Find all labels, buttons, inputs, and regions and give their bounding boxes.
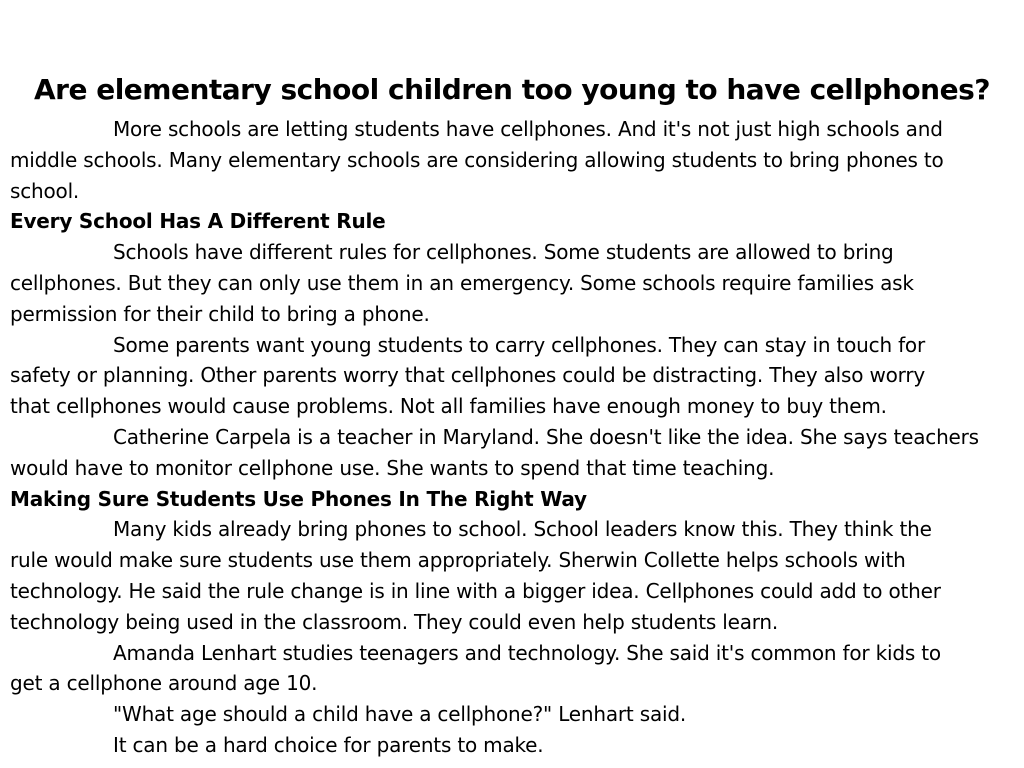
paragraph-line: rule would make sure students use them appropriately. Sherwin Collette helps schools with xyxy=(10,548,906,573)
paragraph xyxy=(10,330,1014,422)
paragraph-line: would have to monitor cellphone use. She wants to spend that time teaching. xyxy=(10,455,775,480)
paragraph-line: Some parents want young students to carry cellphones. They can stay in touch for xyxy=(113,332,925,357)
paragraph-line: More schools are letting students have cellphones. And it's not just high schools and xyxy=(113,117,943,141)
paragraph-line: It can be a hard choice for parents to make. xyxy=(113,732,544,757)
paragraph xyxy=(10,114,1014,206)
paragraph-line: "What age should a child have a cellphone?" Lenhart said. xyxy=(113,702,687,727)
paragraph xyxy=(10,730,1014,761)
paragraph xyxy=(10,422,1014,484)
section-heading: Making Sure Students Use Phones In The Right Way xyxy=(10,486,587,511)
paragraph-line: Schools have different rules for cellphones. Some students are allowed to bring xyxy=(113,240,894,265)
document-title: Are elementary school children too young to have cellphones? xyxy=(33,73,990,106)
paragraph-line: permission for their child to bring a phone. xyxy=(10,301,430,326)
paragraph-line: middle schools. Many elementary schools are considering allowing students to bring phones to xyxy=(10,147,944,172)
paragraph-line: technology being used in the classroom. They could even help students learn. xyxy=(10,609,779,634)
paragraph-line: school. xyxy=(10,178,80,203)
paragraph xyxy=(10,237,1014,329)
paragraph-line: safety or planning. Other parents worry that cellphones could be distracting. They also worry xyxy=(10,363,925,388)
paragraph xyxy=(10,699,1014,730)
paragraph-line: cellphones. But they can only use them in an emergency. Some schools require families ask xyxy=(10,270,914,295)
paragraph-line: Many kids already bring phones to school. School leaders know this. They think the xyxy=(113,517,932,542)
paragraph-line: that cellphones would cause problems. Not all families have enough money to buy them. xyxy=(10,394,887,419)
paragraph-line: Amanda Lenhart studies teenagers and technology. She said it's common for kids to xyxy=(113,640,941,665)
paragraph-line: Catherine Carpela is a teacher in Maryland. She doesn't like the idea. She says teachers xyxy=(113,424,979,449)
paragraph-line: get a cellphone around age 10. xyxy=(10,671,318,696)
paragraph xyxy=(10,638,1014,700)
paragraph xyxy=(10,514,1014,637)
document-body xyxy=(10,114,1014,761)
section-heading: Every School Has A Different Rule xyxy=(10,209,386,234)
paragraph-line: technology. He said the rule change is in line with a bigger idea. Cellphones could add to other xyxy=(10,578,941,603)
